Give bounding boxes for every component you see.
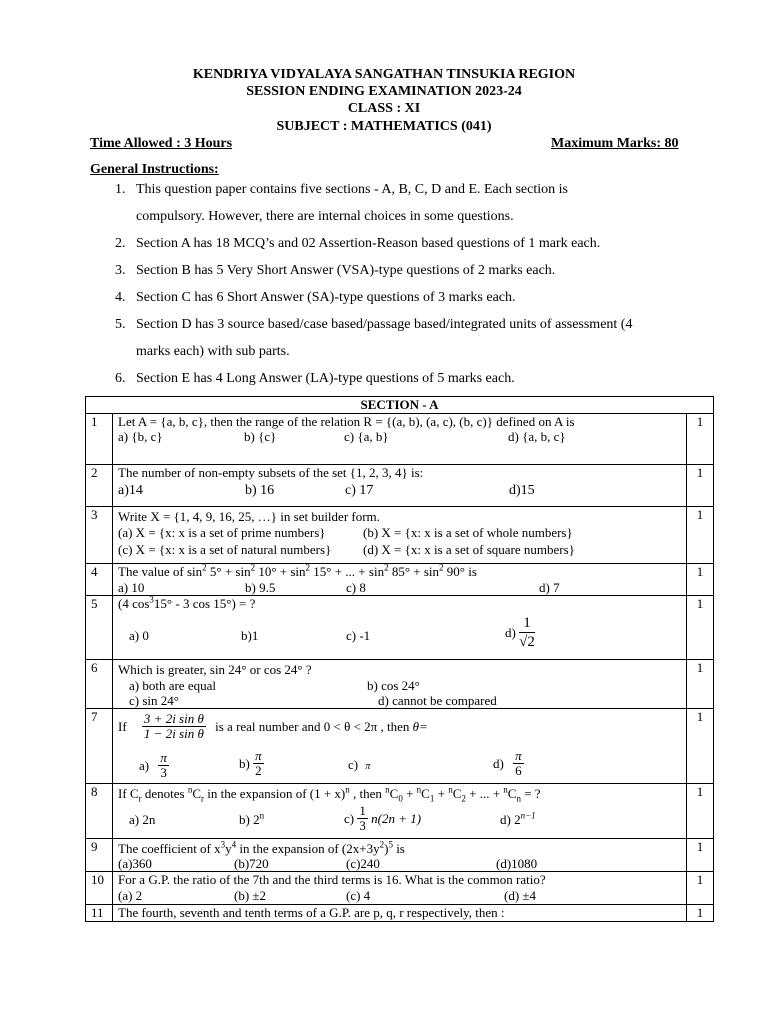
table-row bbox=[86, 507, 714, 564]
instruction-text: This question paper contains five sections - A, B, C, D and E. Each section is bbox=[136, 182, 568, 197]
option-c: c) π bbox=[348, 757, 371, 772]
question-cell bbox=[113, 507, 687, 564]
question-cell bbox=[113, 564, 687, 596]
marks: 1 bbox=[687, 414, 714, 465]
marks: 1 bbox=[687, 839, 714, 872]
class-title: CLASS : XI bbox=[347, 101, 421, 116]
question-text: (4 $\cos^315^\circ - 3$ cos 15°) = ? bbox=[118, 594, 256, 611]
question-cell bbox=[113, 414, 687, 465]
option-d: (d)1080 bbox=[496, 856, 538, 871]
question-text: Write X = {1, 4, 9, 16, 25, …} in set builder form. bbox=[118, 509, 380, 524]
marks: 1 bbox=[687, 507, 714, 564]
question-number: 7 bbox=[86, 709, 113, 784]
marks: 1 bbox=[687, 564, 714, 596]
option-b: b) {c} bbox=[244, 429, 277, 444]
instruction-text: compulsory. However, there are internal choices in some questions. bbox=[136, 209, 514, 224]
question-text: If $\frac{\text{3 + 2i sin θ}}{\text{1 − 2i sin θ}}$ is a real number and 0 < θ < 2π , then θ= bbox=[118, 711, 428, 741]
marks: 1 bbox=[687, 784, 714, 839]
marks: 1 bbox=[687, 872, 714, 905]
option-b: b) cos 24° bbox=[367, 678, 420, 693]
option-d: d) $2^{n-1}$ bbox=[500, 810, 536, 827]
question-text: Let A = {a, b, c}, then the range of the relation R = {(a, b), (a, c), (b, c)} defined on A is bbox=[118, 414, 575, 429]
question-number: 1 bbox=[86, 414, 113, 465]
instruction-text: Section E has 4 Long Answer (LA)-type questions of 5 marks each. bbox=[136, 371, 515, 386]
section-row bbox=[86, 397, 714, 414]
instruction-number: 1. bbox=[115, 182, 126, 197]
option-c: c) 8 bbox=[346, 580, 366, 595]
option-c: c) 17 bbox=[345, 483, 374, 498]
question-number: 5 bbox=[86, 596, 113, 660]
option-d: d)15 bbox=[509, 483, 535, 498]
option-a: a) $\frac{\pi}{3}$ bbox=[139, 750, 167, 780]
option-c: c) {a, b} bbox=[344, 429, 389, 444]
instructions-heading: General Instructions: bbox=[90, 162, 219, 177]
marks: 1 bbox=[687, 709, 714, 784]
exam-title: SESSION ENDING EXAMINATION 2023-24 bbox=[246, 84, 522, 99]
option-b: b)1 bbox=[241, 628, 259, 643]
question-text: Which is greater, sin 24° or cos 24° ? bbox=[118, 662, 312, 677]
instruction-number: 3. bbox=[115, 263, 126, 278]
question-number: 6 bbox=[86, 660, 113, 709]
questions-table bbox=[85, 396, 714, 922]
option-b: b) 9.5 bbox=[245, 580, 276, 595]
option-c: c) sin 24° bbox=[129, 693, 179, 708]
option-c: c) $\frac{1}{3}$ n(2n + 1) bbox=[344, 803, 422, 833]
option-b: b) 16 bbox=[245, 483, 275, 498]
option-d: d) {a, b, c} bbox=[508, 429, 566, 444]
instruction-number: 4. bbox=[115, 290, 126, 305]
instruction-text: Section A has 18 MCQ’s and 02 Assertion-Reason based questions of 1 mark each. bbox=[136, 236, 601, 251]
option-d: d) cannot be compared bbox=[378, 693, 497, 708]
option-a: a) {b, c} bbox=[118, 429, 163, 444]
question-cell bbox=[113, 905, 687, 922]
question-number: 11 bbox=[86, 905, 113, 922]
table-row bbox=[86, 564, 714, 596]
question-number: 4 bbox=[86, 564, 113, 596]
marks: 1 bbox=[687, 660, 714, 709]
table-row bbox=[86, 414, 714, 465]
option-c: (c)240 bbox=[346, 856, 380, 871]
table-row bbox=[86, 872, 714, 905]
option-d: d) $\frac{1}{√2}$ bbox=[505, 615, 535, 650]
option-a: a) 10 bbox=[118, 580, 145, 595]
question-number: 9 bbox=[86, 839, 113, 872]
option-d: d) $\frac{\pi}{6}$ bbox=[493, 748, 522, 778]
option-a: (a)360 bbox=[118, 856, 152, 871]
instruction-text: Section C has 6 Short Answer (SA)-type questions of 3 marks each. bbox=[136, 290, 516, 305]
table-row bbox=[86, 839, 714, 872]
section-title: SECTION - A bbox=[86, 397, 714, 414]
option-b: (b)720 bbox=[234, 856, 269, 871]
question-text: The coefficient of $x^3y^4$ in the expansion of $(2x+3y^2)^5$ is bbox=[118, 839, 405, 856]
question-cell bbox=[113, 784, 687, 839]
maximum-marks: Maximum Marks: 80 bbox=[551, 136, 679, 151]
question-cell bbox=[113, 872, 687, 905]
subject-title: SUBJECT : MATHEMATICS (041) bbox=[276, 119, 492, 134]
question-number: 3 bbox=[86, 507, 113, 564]
question-text: If $C_r$ denotes $^nC_r$ in the expansion of $(1 + x)^n$ , then $^nC_0 + ^nC_1 + ^nC_2$ + ... + $^nC_n$ = ? bbox=[118, 784, 541, 804]
time-allowed: Time Allowed : 3 Hours bbox=[90, 136, 233, 151]
marks: 1 bbox=[687, 596, 714, 660]
table-row bbox=[86, 905, 714, 922]
marks: 1 bbox=[687, 465, 714, 507]
question-number: 10 bbox=[86, 872, 113, 905]
table-row bbox=[86, 784, 714, 839]
school-title: KENDRIYA VIDYALAYA SANGATHAN TINSUKIA REGION bbox=[192, 67, 576, 82]
instruction-number: 6. bbox=[115, 371, 126, 386]
table-row bbox=[86, 465, 714, 507]
instruction-text: Section B has 5 Very Short Answer (VSA)-type questions of 2 marks each. bbox=[136, 263, 556, 278]
table-row bbox=[86, 709, 714, 784]
option-a: a) 0 bbox=[129, 628, 149, 643]
table-row bbox=[86, 660, 714, 709]
option-c: (c) 4 bbox=[346, 888, 371, 903]
option-a: a) both are equal bbox=[129, 678, 216, 693]
option-a: (a) 2 bbox=[118, 888, 143, 903]
option-a: a) 2n bbox=[129, 812, 156, 827]
question-cell bbox=[113, 465, 687, 507]
option-b: b) 2$^n$ bbox=[239, 810, 265, 827]
option-d: d) 7 bbox=[539, 580, 560, 595]
question-text: The number of non-empty subsets of the set {1, 2, 3, 4} is: bbox=[118, 465, 424, 480]
option-b: (b) ±2 bbox=[234, 888, 267, 903]
option-c: (c) X = {x: x is a set of natural numbers} bbox=[118, 542, 332, 557]
table-row bbox=[86, 596, 714, 660]
question-text: The value of $\sin^2 5^\circ + \sin^2 10^\circ + \sin^2 15^\circ$ + ... + $\sin^2 85^\circ + \sin^2 90^\circ$ is bbox=[118, 562, 477, 579]
option-a: a)14 bbox=[118, 483, 143, 498]
option-d: (d) ±4 bbox=[504, 888, 537, 903]
question-number: 2 bbox=[86, 465, 113, 507]
question-text: The fourth, seventh and tenth terms of a G.P. are p, q, r respectively, then : bbox=[118, 905, 505, 920]
marks: 1 bbox=[687, 905, 714, 922]
option-c: c) -1 bbox=[346, 628, 371, 643]
instruction-number: 5. bbox=[115, 317, 126, 332]
instruction-text: Section D has 3 source based/case based/passage based/integrated units of assessment (4 bbox=[136, 317, 633, 332]
question-cell bbox=[113, 660, 687, 709]
instruction-number: 2. bbox=[115, 236, 126, 251]
question-cell bbox=[113, 839, 687, 872]
question-text: For a G.P. the ratio of the 7th and the third terms is 16. What is the common ratio? bbox=[118, 872, 546, 887]
question-number: 8 bbox=[86, 784, 113, 839]
option-b: b) $\frac{\pi}{2}$ bbox=[239, 748, 262, 778]
question-cell bbox=[113, 596, 687, 660]
instruction-text: marks each) with sub parts. bbox=[136, 344, 290, 359]
option-b: (b) X = {x: x is a set of whole numbers} bbox=[363, 525, 573, 540]
option-d: (d) X = {x: x is a set of square numbers} bbox=[363, 542, 575, 557]
question-cell bbox=[113, 709, 687, 784]
option-a: (a) X = {x: x is a set of prime numbers} bbox=[118, 525, 326, 540]
